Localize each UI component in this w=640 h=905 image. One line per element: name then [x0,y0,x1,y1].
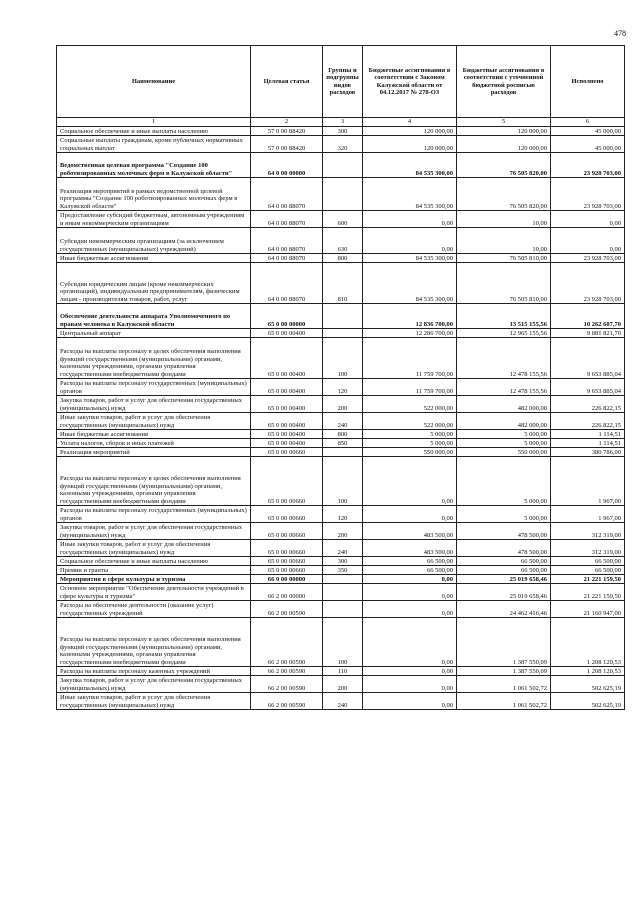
row-revised-amount: 25 019 658,46 [457,584,551,601]
page-number: 478 [614,29,626,38]
row-law-amount: 5 000,00 [363,439,457,448]
row-executed-amount: 312 319,00 [551,523,625,540]
row-group: 600 [323,211,363,228]
table-row [57,439,625,448]
row-group: 850 [323,439,363,448]
row-revised-amount: 482 000,00 [457,396,551,413]
column-number: 3 [323,118,363,127]
row-group: 200 [323,676,363,693]
header-group: Группы и подгруппы видов расходов [323,46,363,118]
row-code: 57 0 00 88420 [251,127,323,136]
row-name: Ведомственная целевая программа "Создание 100 роботизированных молочных ферм в Калужской области" [57,153,251,178]
row-executed-amount: 23 928 703,00 [551,178,625,211]
row-name: Мероприятия в сфере культуры и туризма [57,575,251,584]
row-law-amount: 0,00 [363,584,457,601]
row-group [323,448,363,457]
row-executed-amount: 226 822,15 [551,396,625,413]
table-row [57,667,625,676]
column-number: 2 [251,118,323,127]
row-code: 57 0 00 88420 [251,136,323,153]
row-code: 65 0 00 00400 [251,430,323,439]
row-law-amount: 0,00 [363,575,457,584]
row-name: Реализация мероприятий в рамках ведомственной целевой программы "Создание 100 роботизированных молочных ферм в Калужской области" [57,178,251,211]
table-row [57,304,625,329]
row-revised-amount: 13 515 155,56 [457,304,551,329]
table-row [57,127,625,136]
row-revised-amount: 25 019 658,46 [457,575,551,584]
row-group: 300 [323,557,363,566]
row-code: 65 0 00 00400 [251,338,323,379]
row-name: Иные бюджетные ассигнования [57,254,251,263]
row-code: 65 0 00 00400 [251,439,323,448]
row-code: 66 2 00 00590 [251,601,323,618]
row-executed-amount: 1 114,51 [551,439,625,448]
table-row [57,136,625,153]
row-revised-amount: 76 505 820,00 [457,178,551,211]
row-name: Основное мероприятие "Обеспечение деятельности учреждений в сфере культуры и туризма" [57,584,251,601]
row-name: Закупка товаров, работ и услуг для обеспечения государственных (муниципальных) нужд [57,523,251,540]
row-law-amount: 11 759 700,00 [363,379,457,396]
row-group: 100 [323,338,363,379]
row-code: 64 0 00 88070 [251,211,323,228]
row-revised-amount: 5 000,00 [457,439,551,448]
row-law-amount: 0,00 [363,211,457,228]
row-group: 320 [323,136,363,153]
table-row [57,676,625,693]
row-group: 350 [323,566,363,575]
row-executed-amount: 10 262 607,70 [551,304,625,329]
row-executed-amount: 380 786,00 [551,448,625,457]
row-group [323,575,363,584]
row-executed-amount: 9 653 885,04 [551,338,625,379]
row-code: 65 0 00 00660 [251,448,323,457]
row-law-amount: 0,00 [363,457,457,506]
row-name: Расходы на выплаты персоналу в целях обеспечения выполнения функций государственными (муниципальными) органами, казенными учреждениями, органами управления государственными внебюджетными фондами [57,338,251,379]
header-revised: Бюджетные ассигнования в соответствии с уточненной бюджетной росписью расходов [457,46,551,118]
header-code: Целевая статья [251,46,323,118]
row-group [323,329,363,338]
row-executed-amount: 23 928 703,00 [551,263,625,304]
row-executed-amount: 9 881 821,70 [551,329,625,338]
row-code: 65 0 00 00000 [251,304,323,329]
row-executed-amount: 45 000,00 [551,136,625,153]
table-row [57,329,625,338]
table-row [57,506,625,523]
row-name: Расходы на выплаты персоналу казенных учреждений [57,667,251,676]
row-name: Иные бюджетные ассигнования [57,430,251,439]
row-name: Расходы на выплаты персоналу государственных (муниципальных) органов [57,506,251,523]
row-law-amount: 0,00 [363,601,457,618]
table-body [57,127,625,710]
row-code: 65 0 00 00660 [251,540,323,557]
table-row [57,448,625,457]
row-group: 630 [323,228,363,254]
table-row [57,153,625,178]
table-row [57,693,625,710]
row-revised-amount: 5 000,00 [457,506,551,523]
row-code: 64 0 00 00000 [251,153,323,178]
row-name: Социальные выплаты гражданам, кроме публичных нормативных социальных выплат [57,136,251,153]
row-name: Расходы на выплаты персоналу в целях обеспечения выполнения функций государственными (муниципальными) органами, казенными учреждениями, органами управления государственными внебюджетными фондами [57,618,251,667]
row-revised-amount: 12 478 155,56 [457,379,551,396]
table-row [57,601,625,618]
row-group: 810 [323,263,363,304]
row-law-amount: 84 535 300,00 [363,178,457,211]
row-name: Иные закупки товаров, работ и услуг для обеспечения государственных (муниципальных) нужд [57,693,251,710]
row-executed-amount: 45 000,00 [551,127,625,136]
row-group: 300 [323,127,363,136]
row-executed-amount: 21 221 159,50 [551,584,625,601]
row-group: 200 [323,523,363,540]
row-law-amount: 522 000,00 [363,396,457,413]
row-code: 65 0 00 00660 [251,523,323,540]
row-executed-amount: 312 319,00 [551,540,625,557]
row-code: 66 2 00 00590 [251,676,323,693]
row-executed-amount: 226 822,15 [551,413,625,430]
row-executed-amount: 9 653 885,04 [551,379,625,396]
row-name: Социальное обеспечение и иные выплаты населению [57,557,251,566]
row-law-amount: 12 836 700,00 [363,304,457,329]
table-row [57,413,625,430]
row-revised-amount: 1 061 502,72 [457,676,551,693]
row-revised-amount: 76 505 810,00 [457,263,551,304]
row-code: 66 2 00 00590 [251,667,323,676]
row-name: Субсидии юридическим лицам (кроме некоммерческих организаций), индивидуальным предпринимателям, физическим лицам - производителям товаров, работ, услуг [57,263,251,304]
column-number: 6 [551,118,625,127]
row-revised-amount: 66 500,00 [457,566,551,575]
row-law-amount: 0,00 [363,506,457,523]
row-executed-amount: 23 928 703,00 [551,153,625,178]
row-executed-amount: 1 208 120,53 [551,618,625,667]
table-row [57,396,625,413]
row-group: 120 [323,379,363,396]
row-executed-amount: 1 967,00 [551,506,625,523]
row-revised-amount: 24 462 416,46 [457,601,551,618]
row-group: 110 [323,667,363,676]
row-revised-amount: 478 500,00 [457,540,551,557]
row-group: 100 [323,457,363,506]
row-executed-amount: 66 500,00 [551,566,625,575]
row-code: 66 0 00 00000 [251,575,323,584]
row-group: 120 [323,506,363,523]
row-executed-amount: 502 625,19 [551,676,625,693]
row-revised-amount: 10,00 [457,211,551,228]
row-executed-amount: 1 967,00 [551,457,625,506]
row-code: 64 0 00 88070 [251,228,323,254]
table-row [57,540,625,557]
row-executed-amount: 0,00 [551,211,625,228]
row-code: 66 2 00 00590 [251,693,323,710]
row-executed-amount: 1 114,51 [551,430,625,439]
row-code: 65 0 00 00400 [251,396,323,413]
row-executed-amount: 66 500,00 [551,557,625,566]
row-revised-amount: 76 505 810,00 [457,254,551,263]
table-row [57,618,625,667]
row-name: Расходы на обеспечение деятельности (оказание услуг) государственных учреждений [57,601,251,618]
row-code: 65 0 00 00400 [251,413,323,430]
row-name: Расходы на выплаты персоналу государственных (муниципальных) органов [57,379,251,396]
header-name: Наименование [57,46,251,118]
table-row [57,228,625,254]
row-code: 64 0 00 88070 [251,178,323,211]
row-revised-amount: 5 000,00 [457,430,551,439]
table-row [57,575,625,584]
row-law-amount: 120 000,00 [363,127,457,136]
row-revised-amount: 76 505 820,00 [457,153,551,178]
row-name: Премии и гранты [57,566,251,575]
row-name: Расходы на выплаты персоналу в целях обеспечения выполнения функций государственными (муниципальными) органами, казенными учреждениями, органами управления государственными внебюджетными фондами [57,457,251,506]
row-law-amount: 0,00 [363,676,457,693]
table-row [57,566,625,575]
row-name: Уплата налогов, сборов и иных платежей [57,439,251,448]
row-group: 800 [323,430,363,439]
row-group [323,178,363,211]
row-group: 240 [323,540,363,557]
row-law-amount: 0,00 [363,667,457,676]
row-executed-amount: 21 160 947,00 [551,601,625,618]
row-code: 65 0 00 00400 [251,329,323,338]
row-law-amount: 84 535 300,00 [363,263,457,304]
row-name: Субсидии некоммерческим организациям (за исключением государственных (муниципальных) учреждений) [57,228,251,254]
row-name: Иные закупки товаров, работ и услуг для обеспечения государственных (муниципальных) нужд [57,540,251,557]
row-executed-amount: 0,00 [551,228,625,254]
table-row [57,254,625,263]
row-name: Предоставление субсидий бюджетным, автономным учреждениям и иным некоммерческим организациям [57,211,251,228]
row-group: 800 [323,254,363,263]
row-law-amount: 483 500,00 [363,540,457,557]
row-code: 66 2 00 00000 [251,584,323,601]
row-group: 240 [323,693,363,710]
row-revised-amount: 1 387 550,09 [457,667,551,676]
row-name: Закупка товаров, работ и услуг для обеспечения государственных (муниципальных) нужд [57,396,251,413]
budget-table [56,45,625,710]
row-revised-amount: 550 000,00 [457,448,551,457]
row-revised-amount: 66 500,00 [457,557,551,566]
column-number-row [57,118,625,127]
table-row [57,557,625,566]
row-code: 65 0 00 00660 [251,506,323,523]
row-law-amount: 522 000,00 [363,413,457,430]
row-revised-amount: 12 478 155,56 [457,338,551,379]
row-law-amount: 12 286 700,00 [363,329,457,338]
row-code: 65 0 00 00660 [251,457,323,506]
row-name: Реализация мероприятий [57,448,251,457]
row-law-amount: 0,00 [363,228,457,254]
row-law-amount: 0,00 [363,618,457,667]
row-code: 64 0 00 88070 [251,254,323,263]
row-law-amount: 120 000,00 [363,136,457,153]
row-code: 64 0 00 88070 [251,263,323,304]
row-revised-amount: 1 387 550,09 [457,618,551,667]
header-law: Бюджетные ассигнования в соответствии с Законом Калужской области от 04.12.2017 № 278-ОЗ [363,46,457,118]
row-code: 65 0 00 00660 [251,566,323,575]
row-executed-amount: 1 208 120,53 [551,667,625,676]
table-row [57,430,625,439]
row-revised-amount: 120 000,00 [457,136,551,153]
row-code: 66 2 00 00590 [251,618,323,667]
row-group [323,153,363,178]
row-law-amount: 84 535 300,00 [363,153,457,178]
table-row [57,178,625,211]
row-name: Социальное обеспечение и иные выплаты населению [57,127,251,136]
table-row [57,263,625,304]
table-row [57,211,625,228]
row-revised-amount: 5 000,00 [457,457,551,506]
table-row [57,379,625,396]
row-code: 65 0 00 00660 [251,557,323,566]
table-row [57,457,625,506]
row-name: Центральный аппарат [57,329,251,338]
row-group [323,584,363,601]
table-row [57,523,625,540]
row-revised-amount: 120 000,00 [457,127,551,136]
row-name: Обеспечение деятельности аппарата Уполномоченного по правам человека в Калужской области [57,304,251,329]
row-group [323,601,363,618]
header-executed: Исполнено [551,46,625,118]
column-number: 5 [457,118,551,127]
row-revised-amount: 12 965 155,56 [457,329,551,338]
row-revised-amount: 1 061 502,72 [457,693,551,710]
row-law-amount: 5 000,00 [363,430,457,439]
table-row [57,584,625,601]
row-revised-amount: 478 500,00 [457,523,551,540]
row-group: 200 [323,396,363,413]
row-law-amount: 0,00 [363,693,457,710]
row-revised-amount: 10,00 [457,228,551,254]
row-executed-amount: 21 221 159,50 [551,575,625,584]
table-header-row [57,46,625,118]
row-name: Закупка товаров, работ и услуг для обеспечения государственных (муниципальных) нужд [57,676,251,693]
row-code: 65 0 00 00400 [251,379,323,396]
row-law-amount: 66 500,00 [363,566,457,575]
row-law-amount: 483 500,00 [363,523,457,540]
row-law-amount: 11 759 700,00 [363,338,457,379]
row-revised-amount: 482 000,00 [457,413,551,430]
row-law-amount: 66 500,00 [363,557,457,566]
row-group: 240 [323,413,363,430]
row-executed-amount: 502 625,19 [551,693,625,710]
column-number: 1 [57,118,251,127]
row-law-amount: 84 535 300,00 [363,254,457,263]
column-number: 4 [363,118,457,127]
row-law-amount: 550 000,00 [363,448,457,457]
table-row [57,338,625,379]
row-name: Иные закупки товаров, работ и услуг для обеспечения государственных (муниципальных) нужд [57,413,251,430]
row-group: 100 [323,618,363,667]
row-group [323,304,363,329]
row-executed-amount: 23 928 703,00 [551,254,625,263]
